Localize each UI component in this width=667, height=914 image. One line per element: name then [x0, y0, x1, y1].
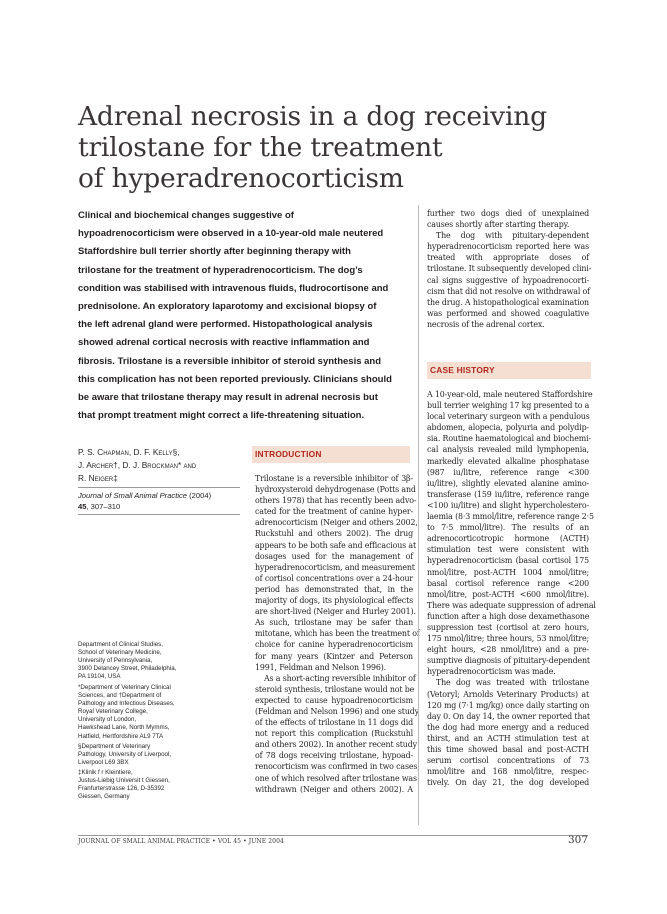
body-line: trilostane. It subsequently developed clini-: [427, 264, 592, 274]
title-line: of hyperadrenocorticism: [78, 163, 404, 194]
body-line: to 7·5 mmol/litre). The results of an: [427, 523, 589, 533]
body-line: period has demonstrated that, in the: [255, 584, 413, 594]
abstract-line: trilostane for the treatment of hyperadrenocorticism. The dog’s: [78, 264, 363, 276]
abstract-line: condition was stabilised with intravenous fluids, fludrocortisone and: [78, 282, 389, 294]
body-line: this time showed basal and post-ACTH: [427, 745, 589, 754]
body-line: eight hours, <28 nmol/litre) and a pre-: [427, 645, 589, 655]
body-line: basal cortisol reference range <200: [427, 578, 589, 588]
affiliation-line: Franfurterstrasse 126, D-35392: [78, 785, 165, 793]
affiliation-block: [78, 769, 248, 801]
affiliation-block: [78, 743, 248, 767]
abstract-line: fibrosis. Trilostane is a reversible inhibitor of steroid synthesis and: [78, 355, 382, 367]
body-line: hyperadrenocorticism was made.: [427, 667, 556, 677]
article-title: [78, 101, 558, 194]
abstract-line: that prompt treatment might correct a life-threatening situation.: [78, 410, 365, 422]
body-line: The dog with pituitary-dependent: [436, 231, 589, 241]
body-line: of cortisol concentrations over a 24-hour: [255, 573, 413, 583]
body-line: the drug. A histopathological examination: [427, 297, 589, 307]
body-line: The dog was treated with trilostane: [436, 678, 589, 688]
body-line: treated with appropriate doses of: [427, 253, 589, 263]
body-line: Ruckstuhl and others 2002). The drug: [255, 529, 413, 539]
affiliation-line: Royal Veterinary College,: [78, 708, 148, 716]
body-line: dosages used for the management of: [255, 551, 413, 561]
body-line: hyperadrenocorticism, and measurement: [255, 562, 415, 572]
column-divider: [418, 205, 419, 825]
case-history-heading: CASE HISTORY: [427, 362, 591, 379]
affiliation-line: ‡Klinik f r Kleintiere,: [78, 769, 133, 776]
footer-rule: [78, 835, 588, 836]
body-line: Trilostane is a reversible inhibitor of 3β-: [255, 474, 413, 483]
body-line: abdomen, alopecia, polyuria and polydip-: [427, 423, 589, 433]
affiliation-line: University of Pennsylvania,: [78, 657, 153, 665]
abstract-line: Clinical and biochemical changes suggestive of: [78, 210, 294, 221]
affiliation-line: Sciences, and †Department of: [78, 692, 162, 700]
author-line: J. Archer†, D. J. Brockman* and: [78, 460, 197, 471]
body-line: iu/litre), slightly elevated alanine amino-: [427, 478, 589, 488]
affiliation-line: Hawkshead Lane, North Mymms,: [78, 724, 170, 732]
affiliation-line: University of London,: [78, 716, 137, 724]
body-line: one of which resolved after trilostane was: [255, 773, 417, 783]
body-line: nmol/litre and 168 nmol/litre, respec-: [427, 767, 589, 777]
body-line: A 10-year-old, male neutered Staffordshire: [427, 390, 593, 399]
affiliation-line: Pathology and Infectious Diseases,: [78, 700, 175, 708]
body-line: serum cortisol concentrations of 73: [427, 756, 589, 766]
body-line: steroid synthesis, trilostane would not be: [255, 684, 415, 694]
affiliation-block: [78, 641, 248, 681]
author-list: [78, 446, 248, 486]
affiliation-line: Giessen, Germany: [78, 793, 130, 801]
body-line: transferase (159 iu/litre, reference range: [427, 489, 589, 499]
body-line: further two dogs died of unexplained: [427, 209, 589, 218]
body-line: nmol/litre, post-ACTH <600 nmol/litre).: [427, 589, 589, 599]
body-line: sumptive diagnosis of pituitary-dependent: [427, 656, 590, 666]
abstract-line: Staffordshire bull terrier shortly after beginning therapy with: [78, 246, 351, 258]
affiliation-line: Department of Clinical Studies,: [78, 641, 163, 648]
paragraph-continuation: [427, 208, 592, 330]
citation-volume: 45: [78, 501, 87, 511]
body-line: choice for canine hyperadrenocorticism: [255, 640, 413, 650]
body-line: expected to cause hypoadrenocorticism: [255, 695, 413, 705]
affiliation-line: School of Veterinary Medicine,: [78, 649, 162, 657]
divider: [78, 487, 240, 488]
body-line: appears to be both safe and efficacious at: [255, 540, 416, 550]
body-line: mitotane, which has been the treatment of: [255, 629, 420, 639]
page-footer: [78, 834, 588, 847]
body-line: and others 2002). In another recent study: [255, 740, 417, 750]
affiliation-block: [78, 684, 248, 741]
body-line: day 0. On day 14, the owner reported that: [427, 711, 590, 721]
author-line: R. Neiger‡: [78, 473, 118, 484]
abstract-line: be aware that trilostane therapy may result in adrenal necrosis but: [78, 392, 378, 404]
body-line: cal analysis revealed mild lymphopenia,: [427, 445, 589, 455]
affiliation-line: Liverpool L69 3BX: [78, 759, 129, 767]
footer-journal: JOURNAL OF SMALL ANIMAL PRACTICE • VOL 45 • JUNE 2004: [78, 838, 284, 845]
affiliation-line: §Department of Veterinary: [78, 743, 151, 750]
body-line: others 1978) that has recently been advo-: [255, 496, 417, 506]
body-line: 175 nmol/litre; three hours, 53 nmol/litre;: [427, 634, 589, 644]
body-line: There was adequate suppression of adrenal: [427, 600, 596, 610]
body-line: local veterinary surgeon with a pendulous: [427, 412, 590, 422]
affiliation-line: Hatfield, Hertfordshire AL9 7TA: [78, 732, 164, 740]
body-line: necrosis of the adrenal cortex.: [427, 319, 545, 329]
body-line: (987 iu/litre, reference range <300: [427, 467, 589, 477]
author-line: P. S. Chapman, D. F. Kelly§,: [78, 447, 180, 457]
body-line: laemia (8·3 mmol/litre, reference range 2·5: [427, 512, 594, 522]
body-line: stimulation test were consistent with: [427, 545, 589, 555]
body-line: adrenocorticotropic hormone (ACTH): [427, 534, 589, 544]
citation-year: (2004): [189, 491, 212, 500]
body-line: (Feldman and Nelson 1996) and one study: [255, 706, 419, 716]
body-line: (Vetoryl; Arnolds Veterinary Products) at: [427, 689, 589, 699]
body-line: cism that did not resolve on withdrawal of: [427, 286, 590, 296]
body-line: hydroxysteroid dehydrogenase (Potts and: [255, 485, 416, 495]
body-line: 120 mg (7·1 mg/kg) once daily starting on: [427, 700, 590, 710]
body-line: majority of dogs, its physiological effects: [255, 596, 413, 606]
body-line: suppression test (cortisol at zero hours,: [427, 622, 589, 632]
body-line: nmol/litre, post-ACTH 1004 nmol/litre;: [427, 567, 589, 577]
body-line: sia. Routine haematological and biochemi-: [427, 434, 591, 444]
introduction-body: [255, 473, 420, 795]
body-line: not report this complication (Ruckstuhl: [255, 729, 413, 739]
affiliation-line: *Department of Veterinary Clinical: [78, 684, 171, 691]
abstract-line: prednisolone. An exploratory laparotomy and excisional biopsy of: [78, 301, 377, 313]
body-line: hyperadrenocorticism reported here was: [427, 242, 589, 252]
abstract: [78, 207, 390, 425]
body-line: tively. On day 21, the dog developed: [427, 778, 589, 788]
body-line: of 78 dogs receiving trilostane, hypoad-: [255, 751, 413, 761]
affiliation-line: PA 19104, USA: [78, 673, 121, 681]
citation-pages: , 307–310: [86, 501, 121, 511]
body-line: thirst, and an ACTH stimulation test at: [427, 733, 589, 743]
introduction-heading: INTRODUCTION: [252, 446, 410, 463]
body-line: renocorticism was confirmed in two cases,: [255, 762, 420, 772]
body-line: the dog had more energy and a reduced: [427, 722, 589, 732]
body-line: causes shortly after starting therapy.: [427, 220, 570, 230]
body-line: for many years (Kintzer and Peterson: [255, 651, 413, 661]
case-history-body: [427, 389, 596, 788]
page-number: 307: [567, 834, 588, 846]
affiliation-line: Justus-Liebig Universit t Giessen,: [78, 777, 170, 785]
body-line: bull terrier weighing 17 kg presented to a: [427, 401, 590, 411]
body-line: adrenocorticism (Neiger and others 2002,: [255, 518, 418, 528]
body-line: cal signs suggestive of hypoadrenocorti-: [427, 275, 589, 285]
body-line: hyperadrenocorticism (basal cortisol 175: [427, 556, 589, 566]
body-line: As a short-acting reversible inhibitor of: [264, 673, 416, 683]
abstract-line: the left adrenal gland were performed. Histopathological analysis: [78, 319, 373, 331]
body-line: are short-lived (Neiger and Hurley 2001).: [255, 607, 416, 617]
affiliation-line: 3900 Delancey Street, Philadelphia,: [78, 665, 177, 673]
title-line: trilostane for the treatment: [78, 132, 443, 163]
abstract-line: this complication has not been reported previously. Clinicians should: [78, 373, 392, 385]
body-line: <100 iu/litre) and slight hypercholestero-: [427, 500, 589, 510]
abstract-line: showed adrenal cortical necrosis with reactive inflammation and: [78, 337, 370, 349]
body-line: As such, trilostane may be safer than: [255, 618, 413, 628]
title-line: Adrenal necrosis in a dog receiving: [78, 101, 547, 132]
body-line: of the effects of trilostane in 11 dogs did: [255, 718, 413, 728]
body-line: cated for the treatment of canine hyper-: [255, 507, 413, 517]
body-line: was performed and showed coagulative: [427, 308, 589, 318]
citation-journal: Journal of Small Animal Practice: [78, 491, 188, 500]
affiliation-line: Pathology, University of Liverpool,: [78, 751, 172, 759]
body-line: markedly elevated alkaline phosphatase: [427, 456, 589, 466]
body-line: 1991, Feldman and Nelson 1996).: [255, 662, 387, 672]
abstract-line: hypoadrenocorticism were observed in a 10-year-old male neutered: [78, 228, 384, 240]
divider: [78, 514, 240, 515]
body-line: function after a high dose dexamethasone: [427, 611, 590, 621]
citation: [78, 491, 248, 513]
body-line: withdrawn (Neiger and others 2002). A: [255, 784, 413, 794]
